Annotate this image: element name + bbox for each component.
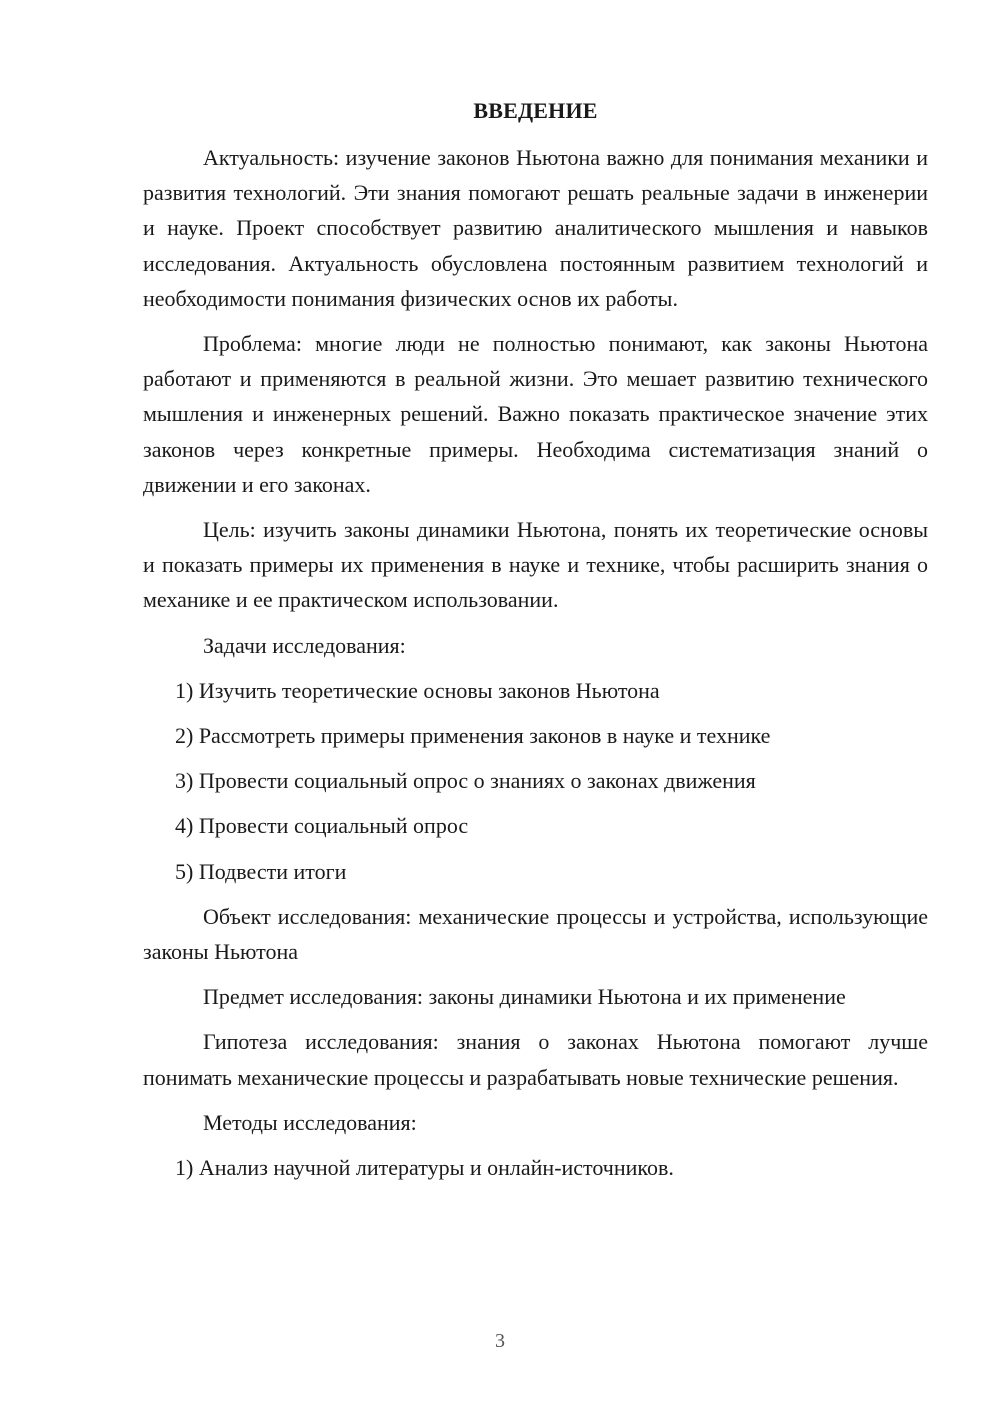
list-item: 3) Провести социальный опрос о знаниях о законах движения xyxy=(175,768,756,794)
methods-label: Методы исследования: xyxy=(203,1109,417,1135)
problem-paragraph: Проблема: многие люди не полностью понимают, как законы Ньютона работают и применяются в реальной жизни. Это мешает развитию технического мышления и инженерных решений. Важно показать практическое значение этих законов через конкретные примеры. Необходима систематизация знаний о движении и его законах. xyxy=(143,331,928,497)
subject-paragraph: Предмет исследования: законы динамики Ньютона и их применение xyxy=(203,984,846,1010)
list-item: 5) Подвести итоги xyxy=(175,858,347,884)
tasks-label: Задачи исследования: xyxy=(203,632,406,658)
list-item: 4) Провести социальный опрос xyxy=(175,813,469,839)
document-page xyxy=(143,95,928,1195)
hypothesis-paragraph: Гипотеза исследования: знания о законах Ньютона помогают лучше понимать механические процессы и разрабатывать новые технические решения. xyxy=(143,1029,928,1090)
list-item: 2) Рассмотреть примеры применения законов в науке и технике xyxy=(175,723,771,749)
page-number: 3 xyxy=(495,1330,505,1352)
list-item: 1) Анализ научной литературы и онлайн-источников. xyxy=(175,1155,674,1181)
tasks-list xyxy=(143,673,928,889)
object-paragraph: Объект исследования: механические процессы и устройства, использующие законы Ньютона xyxy=(143,903,928,965)
goal-paragraph: Цель: изучить законы динамики Ньютона, понять их теоретические основы и показать примеры их применения в науке и технике, чтобы расширить знания о механике и ее практическом использовании. xyxy=(143,517,928,613)
methods-list xyxy=(143,1150,928,1185)
relevance-paragraph: Актуальность: изучение законов Ньютона важно для понимания механики и развития технологий. Эти знания помогают решать реальные задачи в инженерии и науке. Проект способствует развитию аналитического мышления и навыков исследования. Актуальность обусловлена постоянным развитием технологий и необходимости понимания физических основ их работы. xyxy=(143,145,928,311)
page-title: ВВЕДЕНИЕ xyxy=(473,98,598,123)
list-item: 1) Изучить теоретические основы законов Ньютона xyxy=(175,677,660,703)
